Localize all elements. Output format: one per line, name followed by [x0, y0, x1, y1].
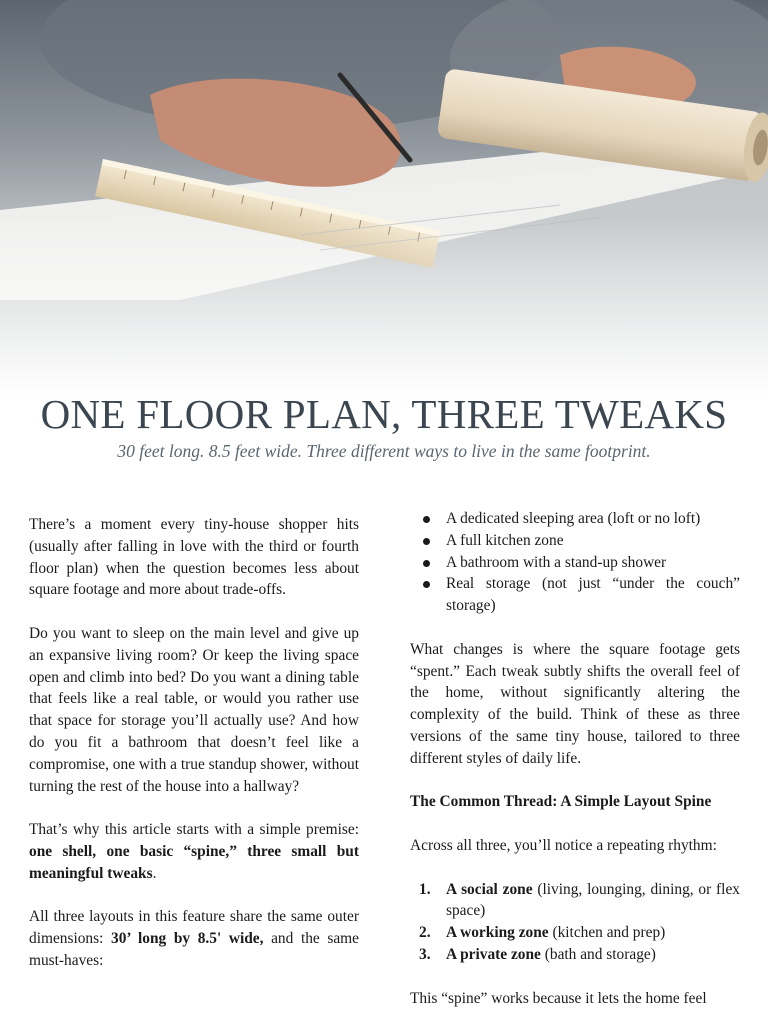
- hero-photo: [0, 0, 768, 395]
- must-haves-list: [410, 508, 740, 617]
- list-item: [410, 879, 740, 923]
- dimensions-paragraph: [29, 906, 359, 971]
- list-number: 3.: [419, 945, 431, 963]
- questions-paragraph: Do you want to sleep on the main level and give up an expansive living room? Or keep the living space open and climb into bed? Do you want a dining table that feels like a real table, or would you rather use that space for storage you’ll actually use? And how do you fit a bathroom that doesn’t feel like a compromise, one with a true standup shower, without turning the rest of the house into a hallway?: [29, 624, 359, 795]
- list-item: [410, 922, 740, 944]
- rhythm-paragraph: Across all three, you’ll notice a repeating rhythm:: [410, 836, 717, 854]
- intro-paragraph: There’s a moment every tiny-house shopper hits (usually after falling in love with the third or fourth floor plan) when the question becomes less about square footage and more about trade-offs.: [29, 516, 359, 599]
- changes-paragraph: What changes is where the square footage gets “spent.” Each tweak subtly shifts the overall feel of the home, without significantly altering the complexity of the build. Think of these as three versions of the same tiny house, tailored to three different styles of daily life.: [410, 640, 740, 767]
- zone-name: A social zone: [446, 880, 533, 898]
- right-column: [410, 508, 740, 1031]
- premise-end: .: [152, 864, 157, 882]
- list-item: A full kitchen zone: [410, 530, 740, 552]
- zone-name: A private zone: [446, 945, 541, 963]
- dimensions-text: All three layouts in this feature share the same outer dimensions:: [29, 908, 359, 948]
- zones-list: [410, 879, 740, 966]
- zone-desc: (kitchen and prep): [548, 924, 666, 942]
- premise-bold: one shell, one basic “spine,” three small but meaningful tweaks: [29, 842, 359, 882]
- list-item: A bathroom with a stand-up shower: [410, 552, 740, 574]
- page-subtitle: 30 feet long. 8.5 feet wide. Three different ways to live in the same footprint.: [117, 441, 651, 461]
- list-item: A dedicated sleeping area (loft or no loft): [410, 508, 740, 530]
- premise-paragraph: [29, 819, 359, 884]
- zone-desc: (bath and storage): [540, 945, 656, 963]
- dimensions-end: and the same must-haves:: [29, 930, 359, 969]
- section-heading: The Common Thread: A Simple Layout Spine: [410, 793, 712, 811]
- zone-desc: (living, lounging, dining, or flex space): [446, 880, 740, 920]
- page-title: ONE FLOOR PLAN, THREE TWEAKS: [40, 391, 728, 437]
- list-number: 2.: [419, 924, 431, 942]
- spine-paragraph: This “spine” works because it lets the home feel: [410, 989, 707, 1007]
- list-item: [410, 944, 740, 966]
- list-number: 1.: [419, 880, 431, 898]
- premise-text: That’s why this article starts with a simple premise:: [29, 821, 359, 839]
- zone-name: A working zone: [446, 924, 549, 942]
- list-item: Real storage (not just “under the couch” storage): [410, 573, 740, 617]
- left-column: [29, 514, 359, 994]
- dimensions-bold: 30’ long by 8.5' wide,: [111, 930, 264, 948]
